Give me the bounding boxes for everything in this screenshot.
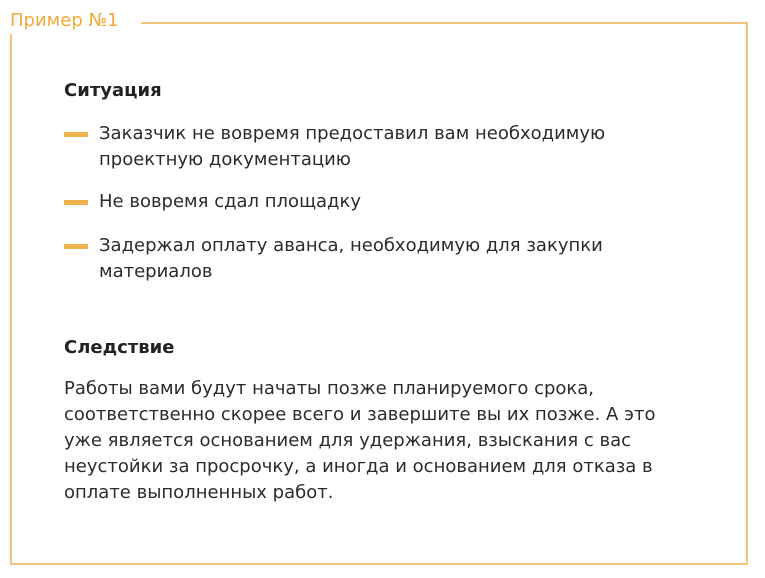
situation-title: Ситуация <box>64 80 162 101</box>
situation-item <box>64 121 704 173</box>
situation-item <box>64 189 704 215</box>
situation-item-text: Задержал оплату аванса, необходимую для закупки материалов <box>99 235 603 282</box>
situation-item-text: Заказчик не вовремя предоставил вам необходимую проектную документацию <box>99 123 606 170</box>
situation-item-text: Не вовремя сдал площадку <box>99 191 362 212</box>
example-label: Пример №1 <box>0 8 141 34</box>
consequence-text: Работы вами будут начаты позже планируемого срока, соответственно скорее всего и завершите вы их позже. А это уже является основанием для удержания, взыскания с вас неустойки за просрочку, а иногда и основанием для отказа в оплате выполненных работ. <box>64 378 656 503</box>
bullet-marker-icon <box>64 244 88 249</box>
consequence-title: Следствие <box>64 337 175 358</box>
situation-list <box>64 121 704 301</box>
bullet-marker-icon <box>64 200 88 205</box>
bullet-marker-icon <box>64 132 88 137</box>
situation-item <box>64 233 704 285</box>
